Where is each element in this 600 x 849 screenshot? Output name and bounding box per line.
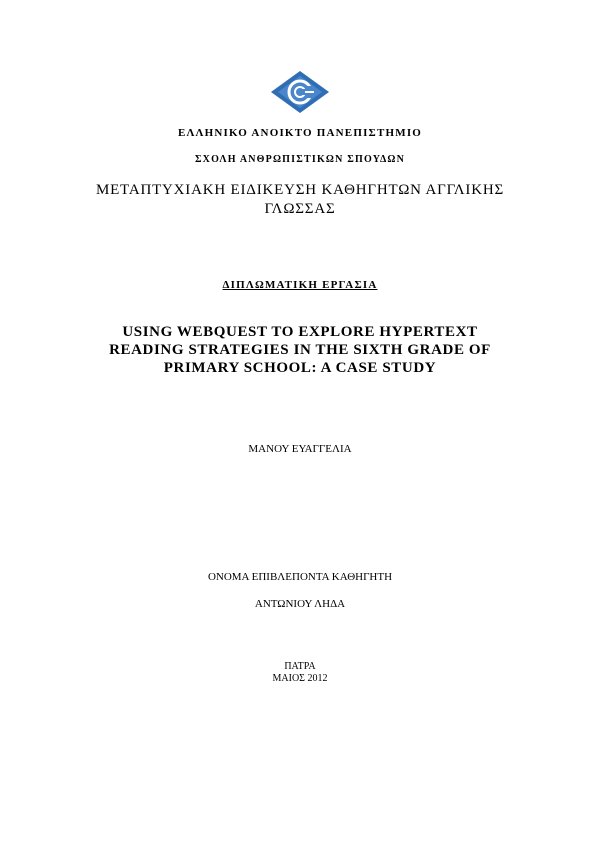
supervisor-name: ΑΝΤΩΝΙΟΥ ΛΗΔΑ bbox=[254, 598, 346, 610]
university-name: ΕΛΛΗΝΙΚΟ ΑΝΟΙΚΤΟ ΠΑΝΕΠΙΣΤΗΜΙΟ bbox=[177, 127, 423, 139]
university-logo-icon bbox=[270, 70, 330, 114]
date: ΜΑΙΟΣ 2012 bbox=[272, 673, 328, 684]
supervisor-label: ΟΝΟΜΑ ΕΠΙΒΛΕΠΟΝΤΑ ΚΑΘΗΓΗΤΗ bbox=[207, 571, 393, 583]
program-title bbox=[0, 181, 600, 219]
thesis-title-line-2: READING STRATEGIES IN THE SIXTH GRADE OF bbox=[109, 342, 491, 358]
thesis-title-line-3: PRIMARY SCHOOL: A CASE STUDY bbox=[163, 360, 437, 376]
program-title-line-2: ΓΛΩΣΣΑΣ bbox=[264, 201, 336, 217]
thesis-title-line-1: USING WEBQUEST TO EXPLORE HYPERTEXT bbox=[122, 324, 478, 340]
thesis-title bbox=[0, 323, 600, 377]
thesis-label: ΔΙΠΛΩΜΑΤΙΚΗ ΕΡΓΑΣΙΑ bbox=[222, 279, 378, 291]
school-name: ΣΧΟΛΗ ΑΝΘΡΩΠΙΣΤΙΚΩΝ ΣΠΟΥΔΩΝ bbox=[194, 154, 406, 165]
city: ΠΑΤΡΑ bbox=[284, 661, 316, 672]
author-name: ΜΑΝΟΥ ΕΥΑΓΓΕΛΙΑ bbox=[248, 443, 352, 455]
program-title-line-1: ΜΕΤΑΠΤΥΧΙΑΚΗ ΕΙΔΙΚΕΥΣΗ ΚΑΘΗΓΗΤΩΝ ΑΓΓΛΙΚΗΣ bbox=[95, 182, 505, 198]
